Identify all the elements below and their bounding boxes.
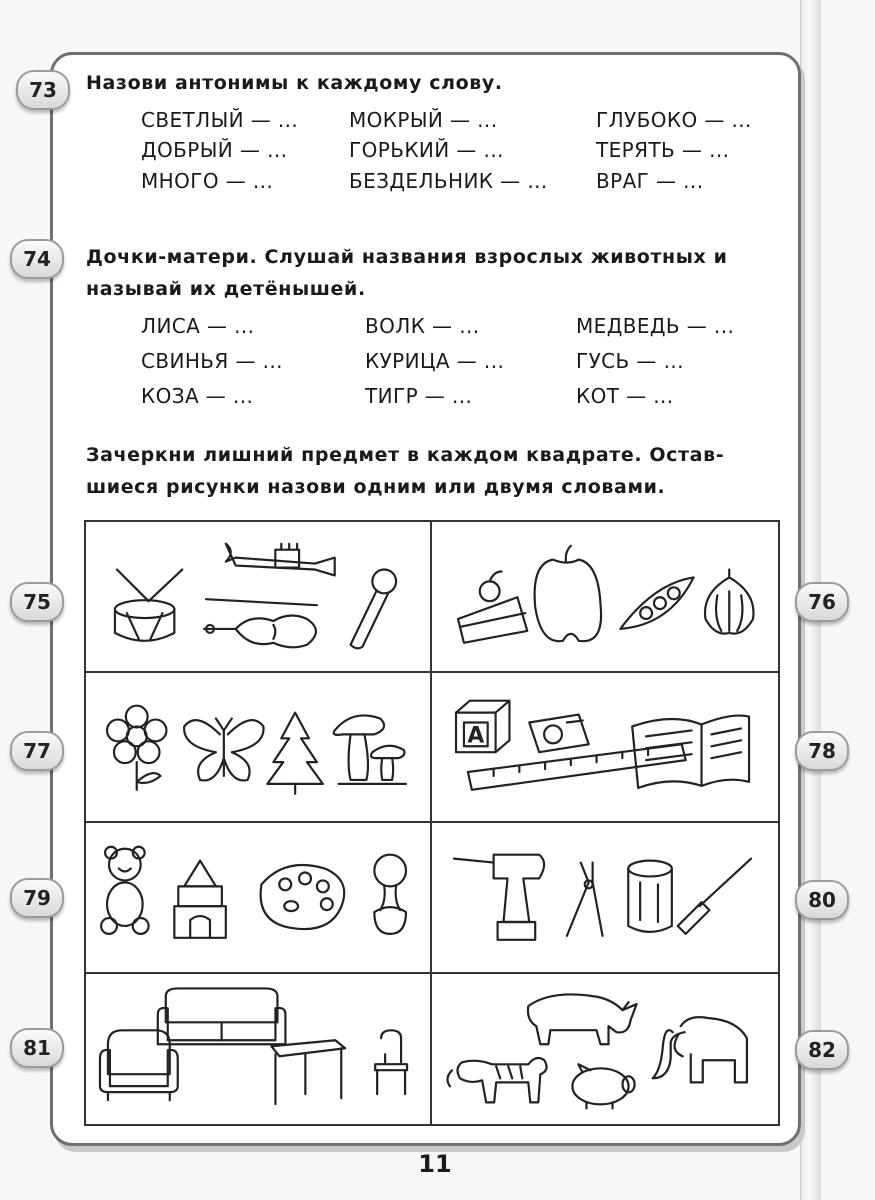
peas-icon[interactable] (620, 577, 693, 628)
rattle-icon[interactable] (374, 855, 406, 934)
screwdriver-icon[interactable] (678, 859, 751, 934)
antonym-word: ДОБРЫЙ — ... (141, 138, 288, 162)
fir-tree-icon[interactable] (267, 712, 322, 793)
chair-icon[interactable] (375, 1030, 407, 1094)
page-number: 11 (418, 1150, 452, 1178)
butterfly-icon[interactable] (184, 718, 263, 780)
trumpet-icon[interactable] (226, 544, 335, 576)
flower-icon[interactable] (107, 705, 166, 789)
tiger-icon[interactable] (447, 1058, 546, 1102)
sofa-icon[interactable] (158, 988, 286, 1044)
picture-cell-80 (432, 823, 778, 974)
microphone-icon[interactable] (351, 570, 397, 649)
task-75-82-title-line2: шиеся рисунки назови одним или двумя словами. (86, 476, 666, 498)
violin-icon[interactable] (204, 599, 317, 647)
task-badge-78: 78 (795, 731, 849, 771)
cake-icon[interactable] (458, 572, 527, 643)
rhino-icon[interactable] (528, 994, 637, 1044)
picture-grid (84, 520, 780, 1126)
task-badge-77: 77 (10, 731, 64, 771)
task-74-title-line1: Дочки-матери. Слушай названия взрослых животных и (86, 246, 728, 268)
picture-cell-78 (432, 673, 778, 824)
task-badge-75: 75 (10, 582, 64, 622)
animal-word: ЛИСА — ... (141, 314, 255, 338)
paint-palette-icon[interactable] (261, 865, 345, 929)
picture-cell-75 (86, 522, 432, 673)
antonym-word: СВЕТЛЫЙ — ... (141, 108, 299, 132)
letter-block-glyph: A (467, 722, 485, 748)
garlic-icon[interactable] (705, 570, 754, 634)
letter-block-icon[interactable] (456, 700, 509, 751)
task-badge-74: 74 (10, 239, 64, 279)
antonym-word: БЕЗДЕЛЬНИК — ... (349, 169, 548, 193)
animal-word: КОЗА — ... (141, 384, 254, 408)
task-74-title-line2: называй их детёнышей. (86, 278, 366, 300)
animal-word: ВОЛК — ... (365, 314, 480, 338)
picture-cell-81 (86, 974, 432, 1125)
task-badge-80: 80 (795, 880, 849, 920)
drill-icon[interactable] (454, 855, 544, 940)
antonym-word: ВРАГ — ... (596, 169, 704, 193)
armchair-icon[interactable] (100, 1030, 178, 1100)
task-badge-73: 73 (16, 70, 70, 110)
antonym-word: ГЛУБОКО — ... (596, 108, 752, 132)
antonym-word: ГОРЬКИЙ — ... (349, 138, 504, 162)
animal-word: ТИГР — ... (365, 384, 473, 408)
picture-cell-79 (86, 823, 432, 974)
table-icon[interactable] (271, 1040, 345, 1104)
pliers-icon[interactable] (567, 863, 603, 936)
antonym-word: МНОГО — ... (141, 169, 274, 193)
picture-cell-77 (86, 673, 432, 824)
task-badge-82: 82 (795, 1030, 849, 1070)
toy-blocks-icon[interactable] (174, 861, 225, 938)
task-badge-79: 79 (10, 878, 64, 918)
picture-cell-82 (432, 974, 778, 1125)
animal-word: МЕДВЕДЬ — ... (576, 314, 735, 338)
sharpener-icon[interactable] (529, 714, 588, 752)
pig-icon[interactable] (572, 1064, 634, 1108)
task-badge-76: 76 (795, 582, 849, 622)
teddy-bear-icon[interactable] (101, 847, 149, 934)
task-73-title: Назови антонимы к каждому слову. (86, 72, 503, 94)
pepper-icon[interactable] (535, 546, 601, 641)
log-stump-icon[interactable] (628, 861, 672, 932)
task-75-82-title-line1: Зачеркни лишний предмет в каждом квадрате. Остав- (86, 444, 725, 466)
drum-icon[interactable] (115, 570, 182, 641)
antonym-word: МОКРЫЙ — ... (349, 108, 498, 132)
animal-word: СВИНЬЯ — ... (141, 349, 283, 373)
mushrooms-icon[interactable] (334, 715, 406, 783)
book-icon[interactable] (632, 715, 749, 787)
elephant-icon[interactable] (653, 1017, 747, 1082)
animal-word: КОТ — ... (576, 384, 674, 408)
animal-word: КУРИЦА — ... (365, 349, 505, 373)
task-badge-81: 81 (10, 1028, 64, 1068)
animal-word: ГУСЬ — ... (576, 349, 684, 373)
antonym-word: ТЕРЯТЬ — ... (596, 138, 730, 162)
picture-cell-76 (432, 522, 778, 673)
